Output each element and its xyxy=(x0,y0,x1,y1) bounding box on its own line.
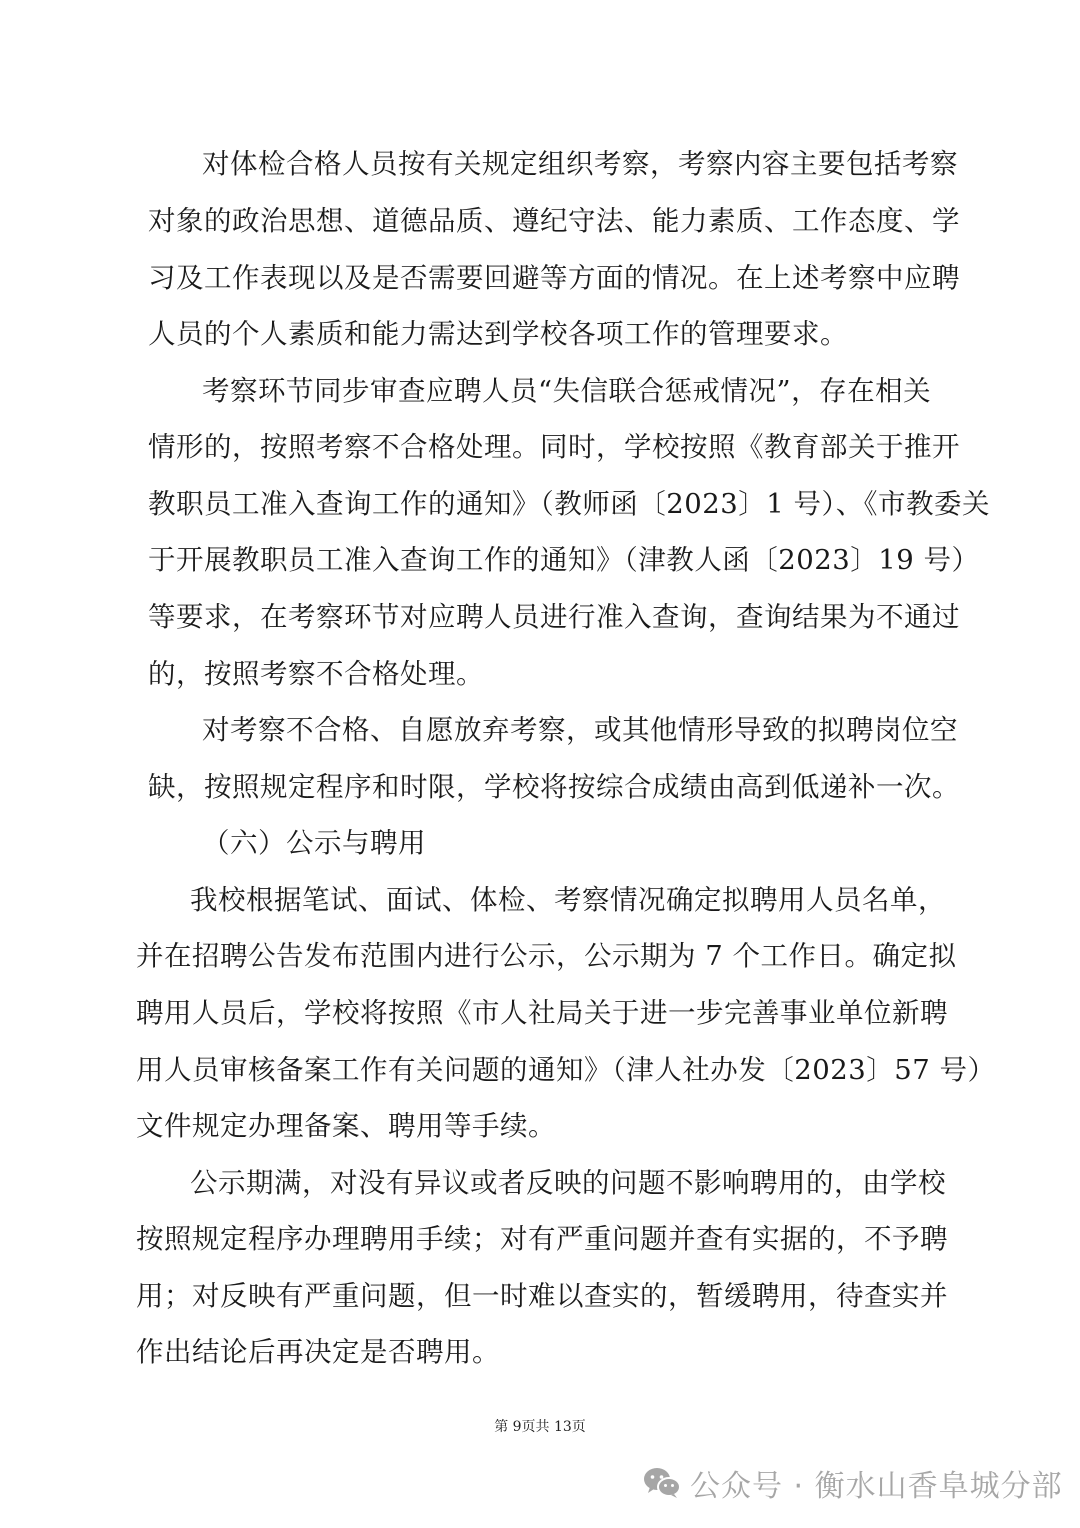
paragraph-line: 对体检合格人员按有关规定组织考察，考察内容主要包括考察 xyxy=(202,148,958,180)
watermark-text: 公众号 · 衡水山香阜城分部 xyxy=(690,1469,1063,1504)
paragraph-line: 用人员审核备案工作有关问题的通知》（津人社办发〔2023〕57 号） xyxy=(136,1054,996,1086)
paragraph-line: 习及工作表现以及是否需要回避等方面的情况。在上述考察中应聘 xyxy=(148,262,960,294)
wechat-icon xyxy=(642,1466,682,1500)
paragraph-line: 并在招聘公告发布范围内进行公示，公示期为 7 个工作日。确定拟 xyxy=(136,940,957,972)
paragraph-line: 我校根据笔试、面试、体检、考察情况确定拟聘用人员名单， xyxy=(190,884,946,916)
paragraph-line: 缺，按照规定程序和时限，学校将按综合成绩由高到低递补一次。 xyxy=(148,771,960,803)
paragraph-line: 的，按照考察不合格处理。 xyxy=(148,658,484,690)
paragraph-line: 作出结论后再决定是否聘用。 xyxy=(136,1336,500,1368)
page-number: 第 9页共 13页 xyxy=(494,1419,586,1435)
paragraph-line: 于开展教职员工准入查询工作的通知》（津教人函〔2023〕19 号） xyxy=(148,544,980,576)
paragraph-line: 教职员工准入查询工作的通知》（教师函〔2023〕1 号）、《市教委关 xyxy=(148,488,990,520)
paragraph-line: 等要求，在考察环节对应聘人员进行准入查询，查询结果为不通过 xyxy=(148,601,960,633)
paragraph-line: 对考察不合格、自愿放弃考察，或其他情形导致的拟聘岗位空 xyxy=(202,714,958,746)
paragraph-line: 人员的个人素质和能力需达到学校各项工作的管理要求。 xyxy=(148,318,848,350)
paragraph-line: 公示期满，对没有异议或者反映的问题不影响聘用的，由学校 xyxy=(190,1167,946,1199)
paragraph-line: 文件规定办理备案、聘用等手续。 xyxy=(136,1110,556,1142)
paragraph-line: 用；对反映有严重问题，但一时难以查实的，暂缓聘用，待查实并 xyxy=(136,1280,948,1312)
paragraph-line: 对象的政治思想、道德品质、遵纪守法、能力素质、工作态度、学 xyxy=(148,205,960,237)
watermark xyxy=(642,1461,1063,1505)
section-heading: （六）公示与聘用 xyxy=(202,827,426,859)
paragraph-line: 按照规定程序办理聘用手续；对有严重问题并查有实据的，不予聘 xyxy=(136,1223,948,1255)
paragraph-line: 聘用人员后，学校将按照《市人社局关于进一步完善事业单位新聘 xyxy=(136,997,948,1029)
paragraph-line: 情形的，按照考察不合格处理。同时，学校按照《教育部关于推开 xyxy=(148,431,960,463)
paragraph-line: 考察环节同步审查应聘人员“失信联合惩戒情况”，存在相关 xyxy=(202,375,932,407)
